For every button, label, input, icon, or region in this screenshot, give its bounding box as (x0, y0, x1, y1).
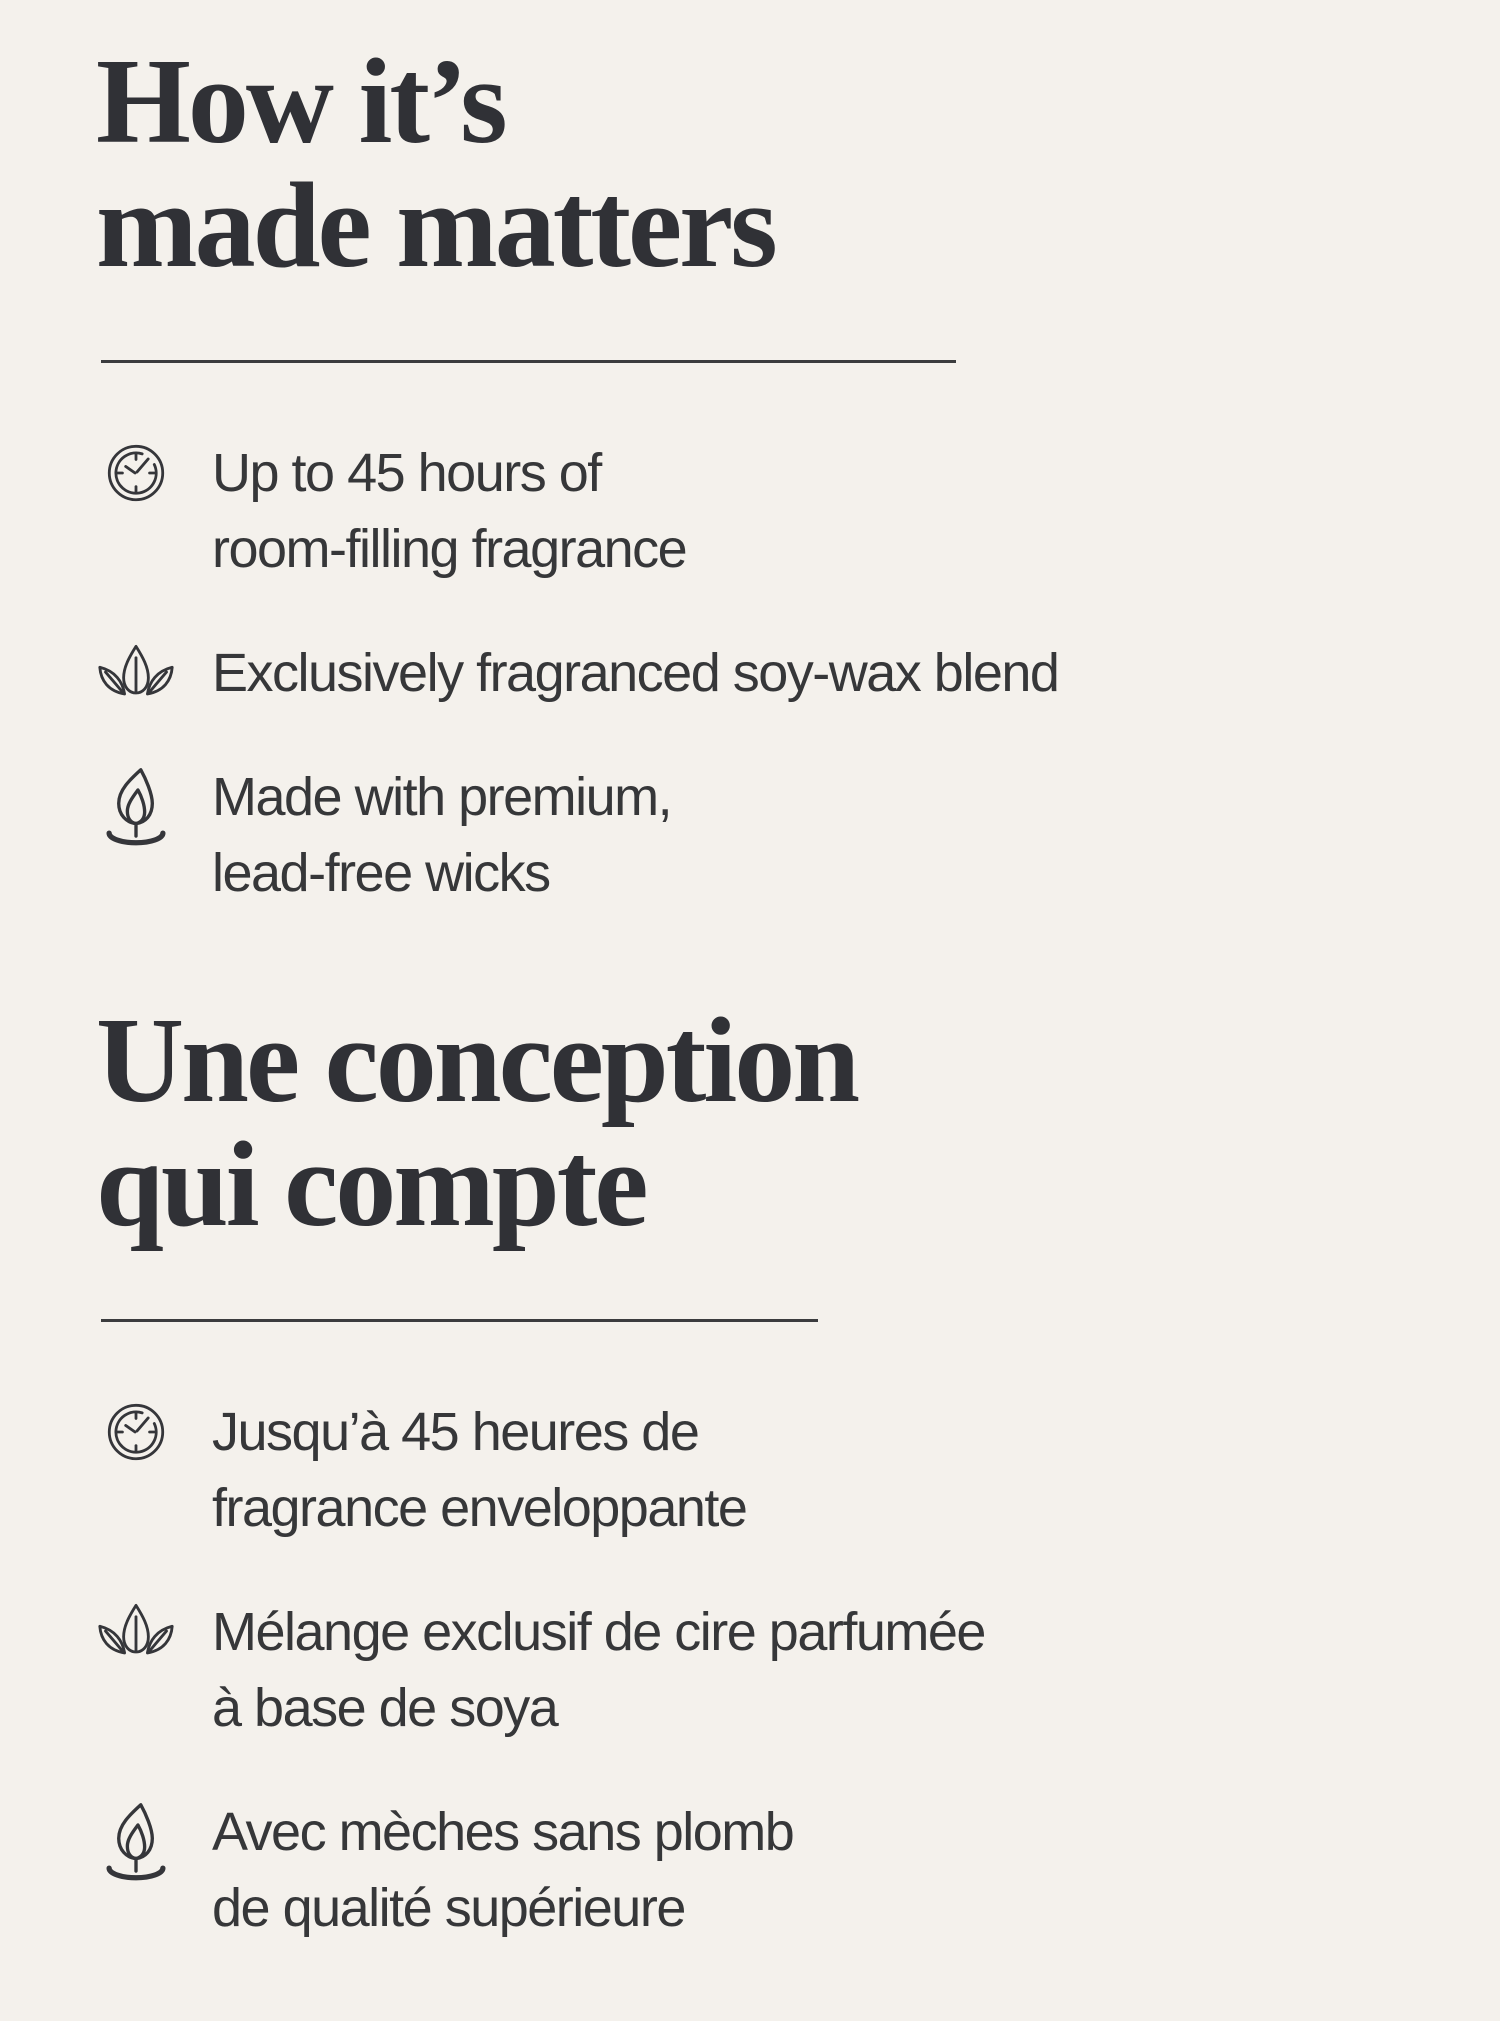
candle-flame-icon (96, 1794, 176, 1896)
feature-line: Up to 45 hours of (212, 443, 601, 503)
lotus-leaf-icon (96, 1594, 176, 1663)
feature-text (212, 1594, 985, 1746)
feature-text (212, 435, 686, 587)
feature-line: de qualité supérieure (212, 1878, 685, 1938)
lotus-leaf-icon (96, 635, 176, 704)
heading-line: How it’s (96, 34, 505, 169)
feature-text (212, 759, 671, 911)
feature-line: Made with premium, (212, 767, 672, 827)
feature-line: à base de soya (212, 1678, 558, 1738)
feature-list (96, 435, 1440, 911)
section-english (96, 34, 1440, 911)
divider (101, 1319, 818, 1322)
feature-line: room-filling fragrance (212, 519, 687, 579)
heading-line: made matters (96, 158, 775, 293)
heading-line: qui compte (96, 1117, 646, 1252)
feature-item-soy-wax (96, 635, 1440, 711)
feature-line: Jusqu’à 45 heures de (212, 1402, 699, 1462)
feature-item-wicks (96, 759, 1440, 911)
heading-line: Une conception (96, 993, 858, 1128)
feature-item-wicks-fr (96, 1794, 1440, 1946)
feature-text (212, 635, 1058, 711)
feature-line: Avec mèches sans plomb (212, 1802, 794, 1862)
feature-item-burn-time (96, 435, 1440, 587)
feature-list (96, 1394, 1440, 1946)
feature-line: Mélange exclusif de cire parfumée (212, 1602, 985, 1662)
feature-item-soy-wax-fr (96, 1594, 1440, 1746)
divider (101, 360, 956, 363)
section-french (96, 993, 1440, 1946)
feature-text (212, 1394, 746, 1546)
clock-icon (96, 1394, 176, 1462)
clock-icon (96, 435, 176, 503)
feature-line: fragrance enveloppante (212, 1478, 747, 1538)
feature-item-burn-time-fr (96, 1394, 1440, 1546)
feature-line: Exclusively fragranced soy-wax blend (212, 643, 1059, 703)
feature-line: lead-free wicks (212, 843, 550, 903)
section-heading (96, 993, 1440, 1252)
section-heading (96, 34, 1440, 293)
candle-flame-icon (96, 759, 176, 861)
feature-text (212, 1794, 793, 1946)
